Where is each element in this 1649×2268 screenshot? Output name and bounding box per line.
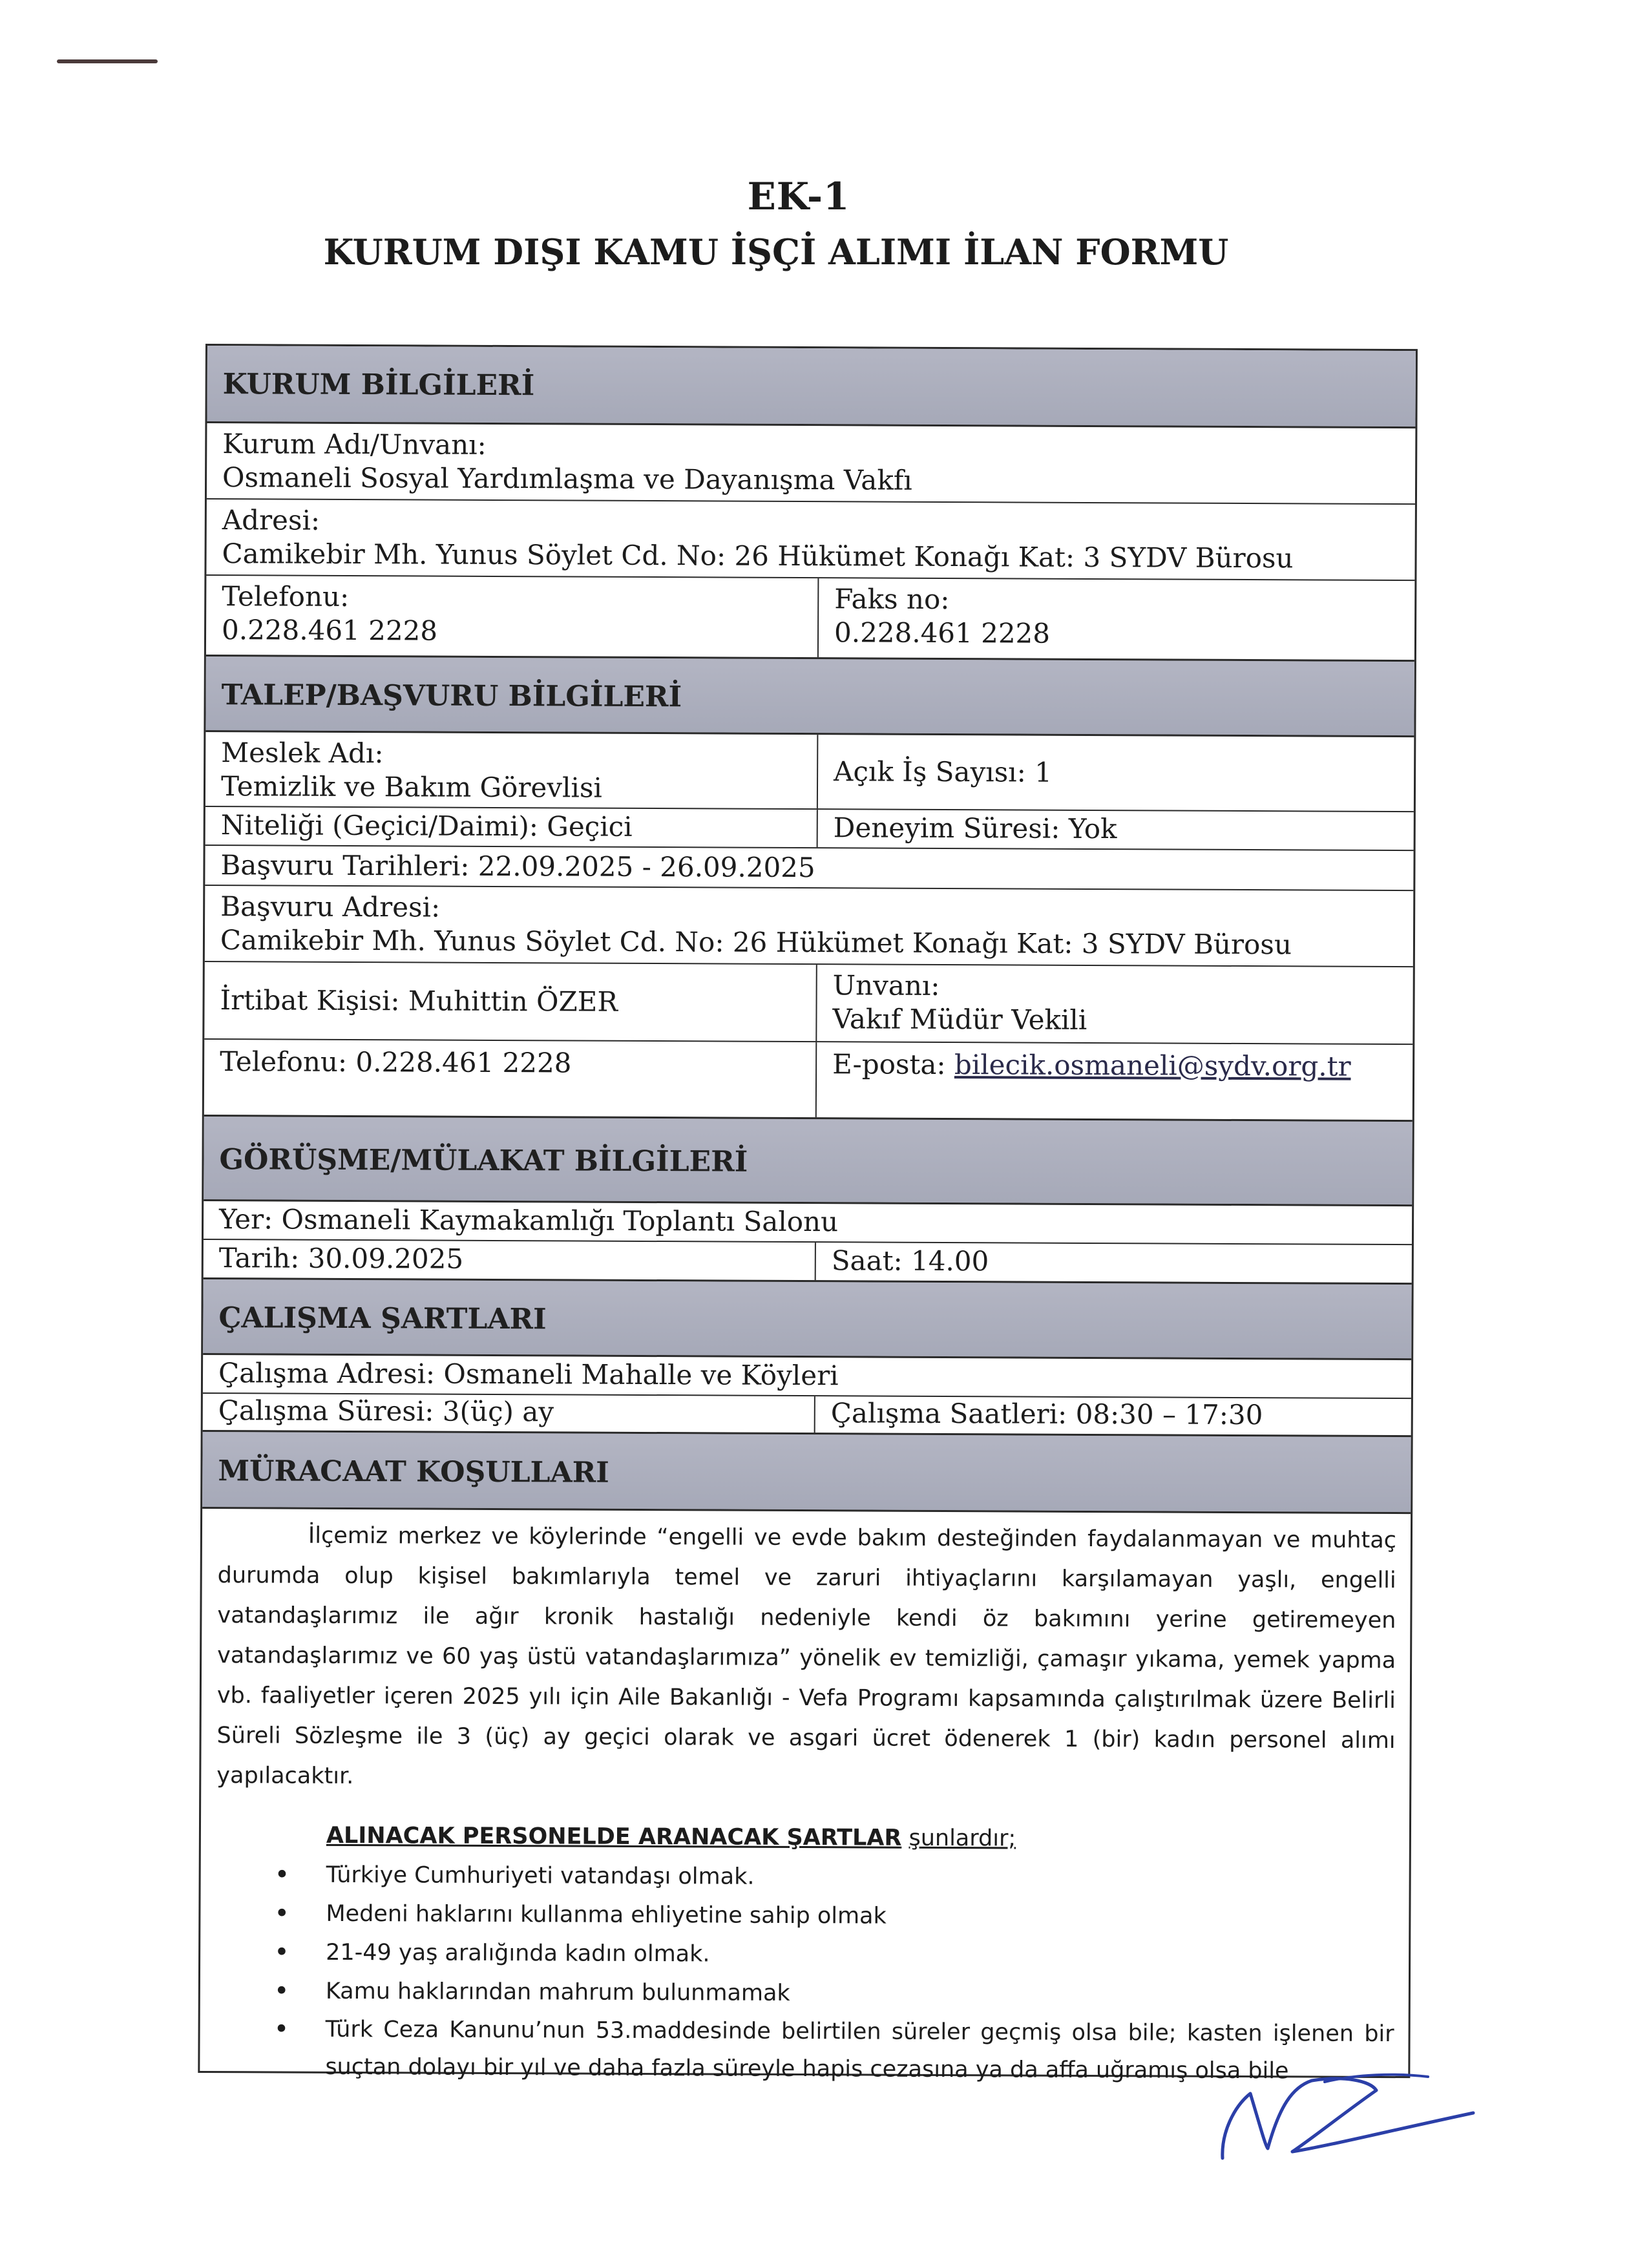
- section-header-talep: TALEP/BAŞVURU BİLGİLERİ: [205, 655, 1414, 737]
- cell-kurum-phone: [206, 576, 818, 657]
- requirement-item: • Kamu haklarından mahrum bulunmamak: [326, 1972, 1394, 2015]
- eposta-label: E-posta:: [832, 1048, 946, 1081]
- basvuru-adresi-value: Camikebir Mh. Yunus Söylet Cd. No: 26 Hükümet Konağı Kat: 3 SYDV Bürosu: [220, 924, 1292, 961]
- section-header-kurum: KURUM BİLGİLERİ: [207, 346, 1416, 428]
- row-basvuru-tarihleri: [205, 846, 1413, 891]
- row-tarih-saat: [204, 1240, 1412, 1283]
- muracaat-body: [200, 1515, 1411, 2090]
- cell-meslek: [205, 732, 817, 808]
- cell-kurum-fax: [817, 578, 1415, 660]
- meslek-label: Meslek Adı:: [221, 737, 384, 770]
- handwritten-signature-icon: [1215, 2068, 1486, 2165]
- row-basvuru-adresi: [205, 886, 1413, 967]
- kurum-phone-label: Telefonu:: [222, 580, 350, 613]
- basvuru-adresi-label: Başvuru Adresi:: [220, 890, 441, 923]
- cell-basvuru-tarihleri: Başvuru Tarihleri: 22.09.2025 - 26.09.2025: [220, 849, 815, 884]
- meslek-value: Temizlik ve Bakım Görevlisi: [220, 770, 603, 804]
- cell-calisma-adresi: Çalışma Adresi: Osmaneli Mahalle ve Köyleri: [218, 1357, 839, 1392]
- cell-basvuru-adresi: [205, 886, 1413, 966]
- announcement-form: [198, 344, 1418, 2084]
- row-kurum-name: [207, 423, 1415, 505]
- irtibat-kisisi: İrtibat Kişisi: Muhittin ÖZER: [220, 984, 618, 1018]
- cell-saat: Saat: 14.00: [815, 1243, 1412, 1283]
- kurum-fax-value: 0.228.461 2228: [834, 616, 1051, 649]
- corner-pen-mark: [57, 59, 158, 63]
- muracaat-paragraph: İlçemiz merkez ve köylerinde “engelli ve evde bakım desteğinden faydalanmayan ve muhtaç durumda olup kişisel bakımlarıyla temel ve zaruri ihtiyaçlarını karşılamayan yaşlı, engelli vatandaşlarımız ile ağır kronik hastalığı nedeniyle kendi öz bakımını yerine getiremeyen vatandaşlarımız ve 60 yaş üstü vatandaşlarımıza” yönelik ev temizliği, çamaşır yıkama, yemek yapma vb. faaliyetler içeren 2025 yılı için Aile Bakanlığı - Vefa Programı kapsamında çalıştırılmak üzere Belirli Süreli Sözleşme ile 3 (üç) ay geçici olarak ve asgari ücret ödenerek 1 (bir) kadın personel alımı yapılacaktır.: [216, 1522, 1397, 1790]
- cell-kurum-address: [206, 499, 1414, 580]
- kurum-name-value: Osmaneli Sosyal Yardımlaşma ve Dayanışma Vakfı: [222, 461, 912, 496]
- title-ek: EK-1: [747, 174, 850, 218]
- cell-kurum-name: [207, 423, 1415, 503]
- document-title: [0, 174, 1649, 273]
- cell-deneyim: Deneyim Süresi: Yok: [817, 810, 1414, 850]
- cell-nitelik: Niteliği (Geçici/Daimi): Geçici: [220, 809, 633, 843]
- row-kurum-phone-fax: [206, 576, 1415, 660]
- cell-calisma-suresi: Çalışma Süresi: 3(üç) ay: [218, 1394, 554, 1428]
- kurum-fax-label: Faks no:: [834, 583, 950, 616]
- requirements-heading: [326, 1816, 1395, 1860]
- requirements-heading-suffix: şunlardır;: [909, 1825, 1016, 1852]
- kurum-address-label: Adresi:: [222, 504, 320, 536]
- row-kurum-address: [206, 499, 1414, 581]
- kurum-phone-value: 0.228.461 2228: [221, 614, 438, 647]
- row-yer: [204, 1201, 1412, 1245]
- row-calisma-adresi: [203, 1355, 1411, 1399]
- row-iletisim: [204, 1040, 1413, 1120]
- acik-is-sayisi: Açık İş Sayısı: 1: [834, 755, 1052, 788]
- cell-unvan: [815, 965, 1413, 1044]
- cell-irtibat: [204, 962, 816, 1041]
- section-header-gorusme: GÖRÜŞME/MÜLAKAT BİLGİLERİ: [204, 1115, 1413, 1206]
- cell-eposta: [815, 1042, 1413, 1120]
- requirement-item: • Türkiye Cumhuriyeti vatandaşı olmak.: [326, 1856, 1395, 1899]
- unvan-value: Vakıf Müdür Vekili: [832, 1003, 1087, 1036]
- cell-acik-is: [817, 735, 1414, 811]
- unvan-label: Unvanı:: [832, 969, 940, 1002]
- requirements-list: [215, 1855, 1395, 2090]
- section-header-calisma: ÇALIŞMA ŞARTLARI: [203, 1277, 1412, 1360]
- cell-yer: Yer: Osmaneli Kaymakamlığı Toplantı Salonu: [218, 1203, 839, 1238]
- cell-calisma-saatleri: Çalışma Saatleri: 08:30 – 17:30: [814, 1396, 1411, 1435]
- kurum-name-label: Kurum Adı/Unvanı:: [222, 428, 487, 461]
- section-header-muracaat: MÜRACAAT KOŞULLARI: [202, 1430, 1411, 1514]
- kurum-address-value: Camikebir Mh. Yunus Söylet Cd. No: 26 Hükümet Konağı Kat: 3 SYDV Bürosu: [222, 538, 1294, 574]
- cell-telefon: Telefonu: 0.228.461 2228: [220, 1045, 572, 1079]
- requirement-item: • Medeni haklarını kullanma ehliyetine sahip olmak: [326, 1895, 1394, 1938]
- requirement-item: • 21-49 yaş aralığında kadın olmak.: [326, 1933, 1394, 1977]
- requirements-heading-text: ALINACAK PERSONELDE ARANACAK ŞARTLAR: [326, 1822, 902, 1851]
- requirement-item: • Türk Ceza Kanunu’nun 53.maddesinde belirtilen süreler geçmiş olsa bile; kasten işlenen bir suçtan dolayı bir yıl ve daha fazla süreyle hapis cezasına ya da affa uğramış olsa bile: [325, 2011, 1394, 2090]
- row-irtibat: [204, 962, 1413, 1045]
- eposta-link[interactable]: bilecik.osmaneli@sydv.org.tr: [954, 1049, 1351, 1082]
- title-main: KURUM DIŞI KAMU İŞÇİ ALIMI İLAN FORMU: [323, 231, 1229, 273]
- row-calisma-sure: [203, 1394, 1411, 1435]
- row-meslek: [205, 732, 1414, 812]
- row-nitelik: [205, 807, 1414, 851]
- cell-tarih: Tarih: 30.09.2025: [218, 1242, 464, 1275]
